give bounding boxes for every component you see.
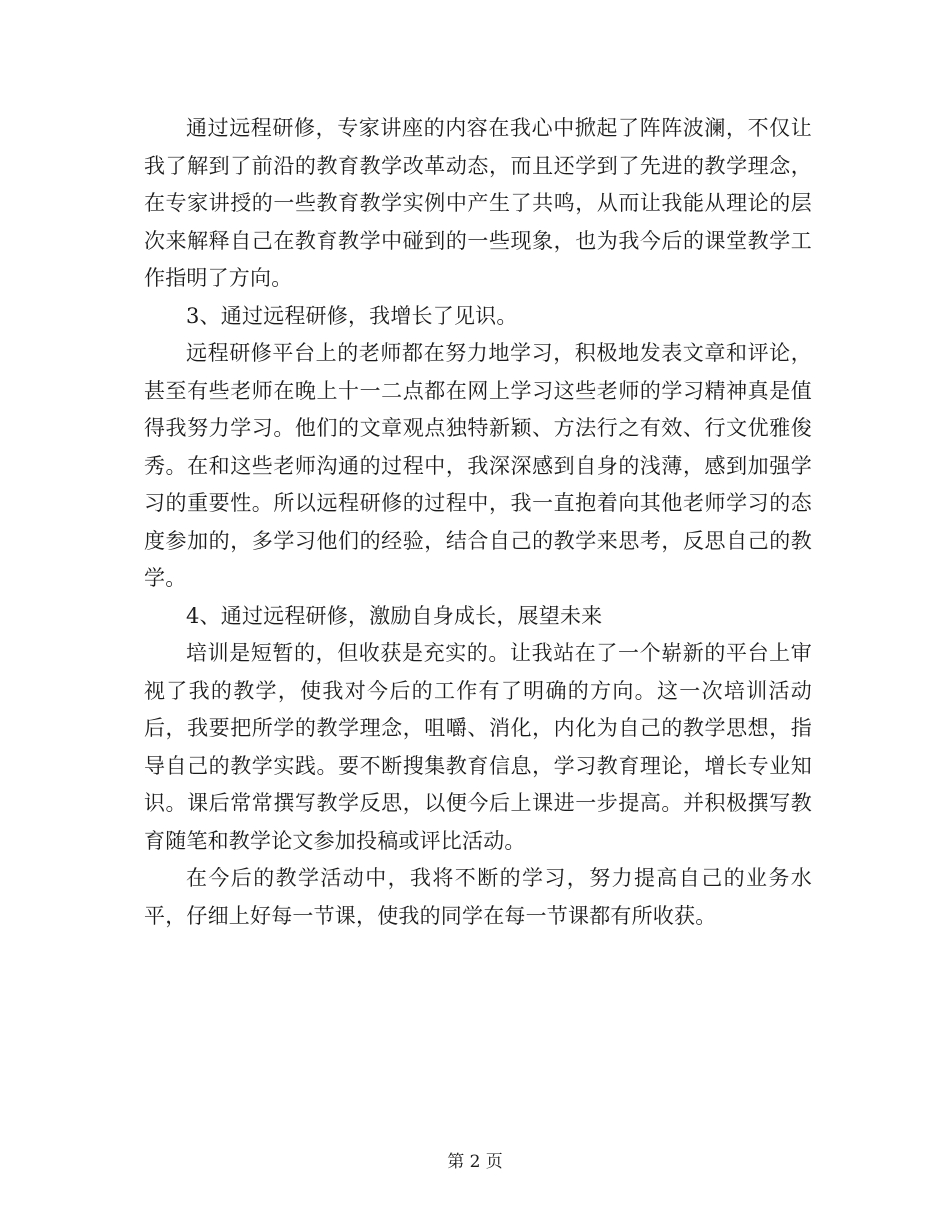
page-number: 第 2 页 — [447, 1152, 503, 1172]
paragraph-remote-training-lectures: 通过远程研修，专家讲座的内容在我心中掀起了阵阵波澜，不仅让我了解到了前沿的教育教学改革动态，而且还学到了先进的教学理念，在专家讲授的一些教育教学实例中产生了共鸣，从而让我能从理论的层次来解释自己在教育教学中碰到的一些现象，也为我今后的课堂教学工作指明了方向。 — [144, 116, 812, 290]
paragraph-heading-3: 3、通过远程研修，我增长了见识。 — [186, 303, 518, 328]
paragraph-heading-4: 4、通过远程研修，激励自身成长，展望未来 — [186, 603, 603, 628]
paragraph-future-teaching: 在今后的教学活动中，我将不断的学习，努力提高自己的业务水平，仔细上好每一节课，使我的同学在每一节课都有所收获。 — [144, 866, 812, 928]
paragraph-training-harvest: 培训是短暂的，但收获是充实的。让我站在了一个崭新的平台上审视了我的教学，使我对今后的工作有了明确的方向。这一次培训活动后，我要把所学的教学理念，咀嚼、消化，内化为自己的教学思想，指导自己的教学实践。要不断搜集教育信息，学习教育理论，增长专业知识。课后常常撰写教学反思，以便今后上课进一步提高。并积极撰写教育随笔和教学论文参加投稿或评比活动。 — [144, 641, 812, 853]
document-body — [144, 110, 812, 935]
paragraph-platform-teachers: 远程研修平台上的老师都在努力地学习，积极地发表文章和评论，甚至有些老师在晚上十一二点都在网上学习这些老师的学习精神真是值得我努力学习。他们的文章观点独特新颖、方法行之有效、行文优雅俊秀。在和这些老师沟通的过程中，我深深感到自身的浅薄，感到加强学习的重要性。所以远程研修的过程中，我一直抱着向其他老师学习的态度参加的，多学习他们的经验，结合自己的教学来思考，反思自己的教学。 — [144, 341, 812, 590]
